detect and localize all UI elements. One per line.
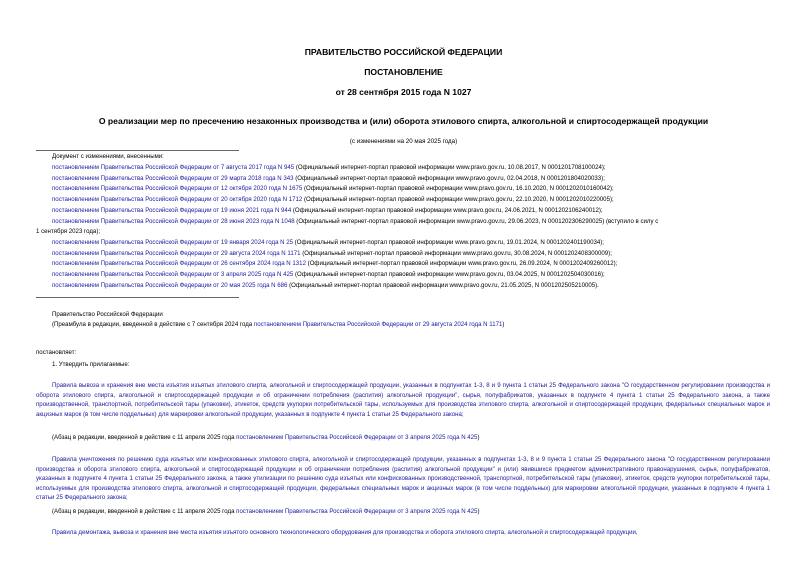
amendments-intro: Документ с изменениями, внесенными:	[52, 153, 164, 160]
divider-top	[36, 150, 239, 151]
rules-1-link[interactable]: Правила вывоза и хранения вне места изъятия изъятых этилового спирта, алкогольной и спиртосодержащей продукции, указанных в подпунктах 1-3, 8 и 9 пункта 1 статьи 25 Федерального закона "О государственном регулировании производства и оборота этилового спирта, алкогольной и спиртосодержащей продукции и об ограничении потребления (распития) алкогольной продукции", сырья, полуфабрикатов, указанных в подпункте 4 пункта 1 статьи 25 Федерального закона, а также производственной, транспортной, потребительской тары (упаковки), этикеток, средств укупорки потребительской тары, используемых для производства этилового спирта, алкогольной и спиртосодержащей продукции, федеральных специальных марок и акцизных марок (в том числе поддельных) для маркировки алкогольной продукции, указанных в подпункте 4 пункта 1 статьи 25 Федерального закона;	[36, 382, 770, 418]
document-type: ПОСТАНОВЛЕНИЕ	[364, 67, 443, 77]
amendment-item	[52, 281, 599, 291]
amendment-item	[52, 163, 606, 173]
amendment-link[interactable]: постановлением Правительства Российской Федерации от 29 марта 2018 года N 343	[52, 174, 294, 182]
amendment-source: (Официальный интернет-портал правовой информации www.pravo.gov.ru, 19.01.2024, N 0001202401190034);	[293, 238, 604, 246]
amendment-source: 1 сентября 2023 года);	[36, 228, 101, 236]
amendment-source: (Официальный интернет-портал правовой информации www.pravo.gov.ru, 30.08.2024, N 0001202408300009);	[300, 249, 612, 257]
amendment-item	[36, 227, 100, 237]
amendment-item	[52, 270, 605, 280]
abzac-2-link[interactable]: постановлением Правительства Российской Федерации от 3 апреля 2025 года N 425	[236, 508, 478, 515]
amendment-source: (Официальный интернет-портал правовой информации www.pravo.gov.ru, 24.06.2021, N 0001202106240012);	[291, 206, 603, 214]
amendment-link[interactable]: постановлением Правительства Российской Федерации от 26 сентября 2024 года N 1312	[52, 260, 306, 268]
abzac-1-text: (Абзац в редакции, введенной в действие с 11 апреля 2025 года	[52, 434, 237, 441]
amendment-link[interactable]: постановлением Правительства Российской Федерации от 29 августа 2024 года N 1171	[52, 249, 301, 257]
abzac-1-note	[52, 433, 479, 443]
amendment-link[interactable]: постановлением Правительства Российской Федерации от 20 октября 2020 года N 1712	[52, 196, 303, 204]
changes-note: (с изменениями на 20 мая 2025 года)	[349, 138, 458, 145]
amendment-item	[52, 184, 614, 194]
amendment-item	[52, 238, 604, 248]
preamble-note	[52, 320, 504, 330]
abzac-1-close: )	[477, 434, 480, 441]
abzac-2-note	[52, 507, 479, 517]
government-heading: ПРАВИТЕЛЬСТВО РОССИЙСКОЙ ФЕДЕРАЦИИ	[304, 47, 503, 57]
amendment-source: (Официальный интернет-портал правовой информации www.pravo.gov.ru, 03.04.2025, N 0001202504030016);	[293, 271, 605, 278]
amendment-source: (Официальный интернет-портал правовой информации www.pravo.gov.ru, 29.06.2023, N 0001202306290025) (вступило в силу с	[294, 217, 659, 225]
rules-3-link[interactable]: Правила демонтажа, вывоза и хранения вне места изъятия изъятого основного технологического оборудования для производства и оборота этилового спирта, алкогольной и спиртосодержащей продукции,	[52, 529, 638, 536]
preamble-note-text: (Преамбула в редакции, введенной в действие с 7 сентября 2024 года	[52, 321, 254, 328]
amendment-link[interactable]: постановлением Правительства Российской Федерации от 12 октября 2020 года N 1675	[52, 185, 303, 193]
abzac-1-link[interactable]: постановлением Правительства Российской Федерации от 3 апреля 2025 года N 425	[236, 434, 478, 441]
abzac-2-close: )	[477, 508, 480, 515]
amendment-item	[52, 249, 612, 259]
document-date-number: от 28 сентября 2015 года N 1027	[335, 87, 472, 97]
amendment-item	[52, 259, 617, 269]
amendment-item	[52, 174, 605, 184]
amendment-link[interactable]: постановлением Правительства Российской Федерации от 7 августа 2017 года N 945	[52, 164, 295, 171]
abzac-2-text: (Абзац в редакции, введенной в действие с 11 апреля 2025 года	[52, 508, 237, 515]
preamble-note-link[interactable]: постановлением Правительства Российской Федерации от 29 августа 2024 года N 1171	[253, 321, 503, 328]
document-title: О реализации мер по пресечению незаконных производства и (или) оборота этилового спирта, алкогольной и спиртосодержащей продукции	[98, 116, 709, 126]
amendment-source: (Официальный интернет-портал правовой информации www.pravo.gov.ru, 10.08.2017, N 0001201708100024);	[294, 164, 606, 171]
preamble-note-close: )	[502, 321, 505, 328]
amendment-source: (Официальный интернет-портал правовой информации www.pravo.gov.ru, 26.09.2024, N 0001202409260012);	[305, 260, 618, 268]
amendment-link[interactable]: постановлением Правительства Российской Федерации от 3 апреля 2025 года N 425	[52, 271, 294, 278]
amendment-link[interactable]: постановлением Правительства Российской Федерации от 20 мая 2025 года N 686	[52, 281, 288, 289]
rules-3-paragraph	[36, 528, 770, 538]
item-1: 1. Утвердить прилагаемые:	[52, 361, 130, 368]
amendment-source: (Официальный интернет-портал правовой информации www.pravo.gov.ru, 16.10.2020, N 0001202010160042);	[302, 185, 614, 193]
resolves-text: постановляет:	[36, 349, 77, 356]
preamble-government: Правительство Российской Федерации	[52, 311, 163, 318]
amendment-item	[52, 195, 614, 205]
rules-1-paragraph	[36, 381, 770, 419]
amendment-link[interactable]: постановлением Правительства Российской Федерации от 19 июня 2021 года N 944	[52, 206, 292, 214]
amendment-item	[52, 206, 603, 216]
amendment-link[interactable]: постановлением Правительства Российской Федерации от 28 июня 2023 года N 1048	[52, 217, 295, 225]
amendment-source: (Официальный интернет-портал правовой информации www.pravo.gov.ru, 02.04.2018, N 0001201804020033);	[293, 174, 605, 182]
amendment-source: (Официальный интернет-портал правовой информации www.pravo.gov.ru, 21.05.2025, N 0001202505210005).	[287, 281, 599, 289]
amendment-link[interactable]: постановлением Правительства Российской Федерации от 19 января 2024 года N 25	[52, 238, 294, 246]
divider-bottom	[36, 297, 239, 298]
rules-2-paragraph	[36, 455, 770, 503]
amendment-source: (Официальный интернет-портал правовой информации www.pravo.gov.ru, 22.10.2020, N 0001202010220005);	[302, 196, 614, 204]
amendment-item	[52, 217, 658, 227]
rules-2-link[interactable]: Правила уничтожения по решению суда изъятых или конфискованных этилового спирта, алкогольной и спиртосодержащей продукции, указанных в подпунктах 1-3, 8 и 9 пункта 1 статьи 25 Федерального закона "О государственном регулировании производства и оборота этилового спирта, алкогольной и спиртосодержащей продукции и об ограничении потребления (распития) алкогольной продукции" и (или) явившихся предметом административного правонарушения, сырья, полуфабрикатов, указанных в подпункте 4 пункта 1 статьи 25 Федерального закона, а также утилизации по решению суда изъятых или конфискованных производственной, транспортной, потребительской тары (упаковки), этикеток, средств укупорки потребительской тары, используемых для производства этилового спирта, алкогольной и спиртосодержащей продукции, федеральных специальных марок и акцизных марок (в том числе поддельных) для маркировки алкогольной продукции, указанных в подпункте 4 пункта 1 статьи 25 Федерального закона;	[36, 456, 770, 502]
